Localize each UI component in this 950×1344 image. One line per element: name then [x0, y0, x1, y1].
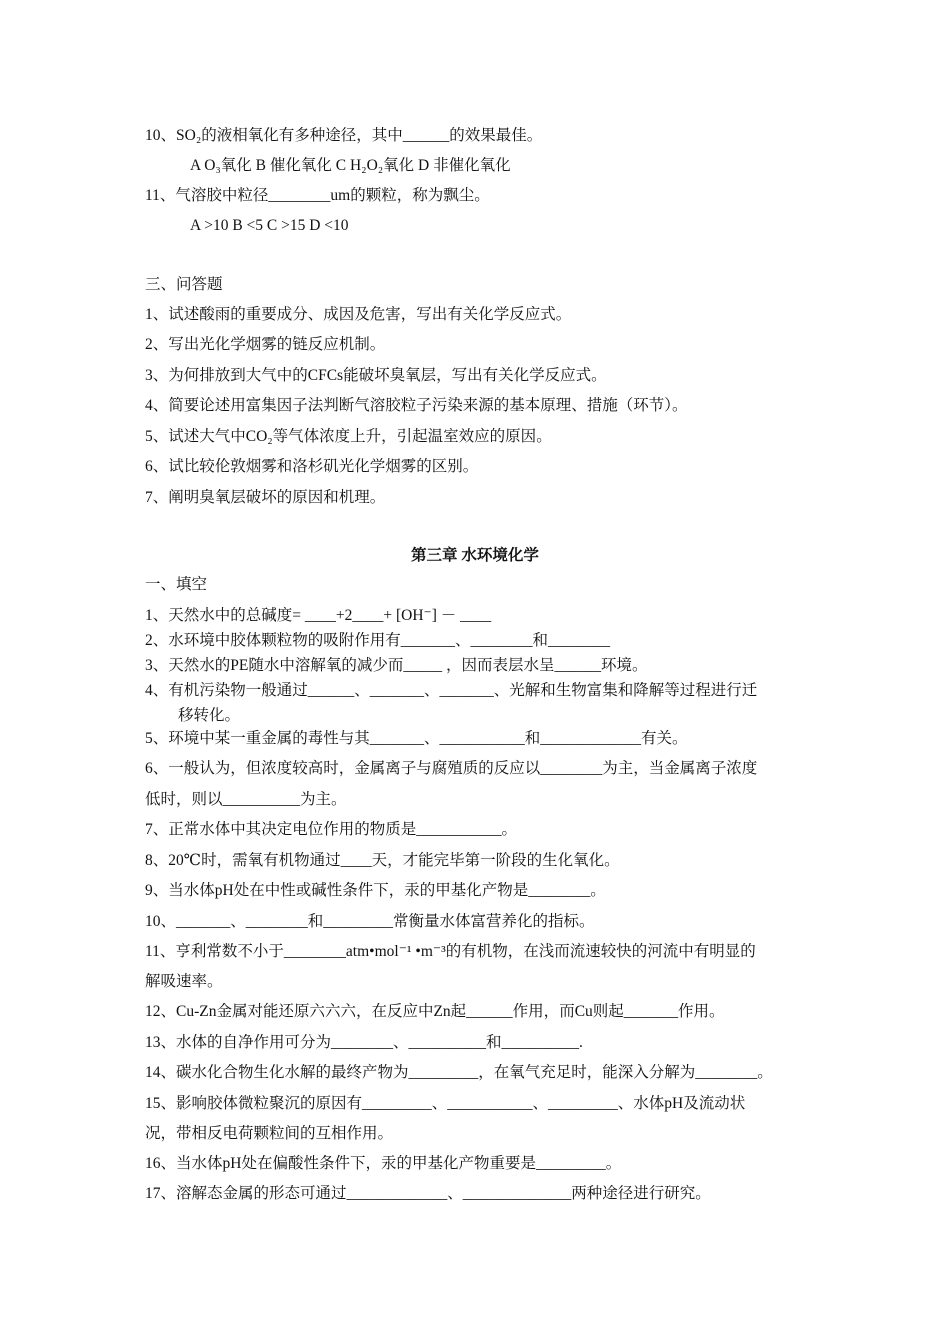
- qa-item-7: 7、阐明臭氧层破坏的原因和机理。: [145, 489, 386, 506]
- chapter-title: 第三章 水环境化学: [411, 547, 539, 564]
- fill-item-1: 1、天然水中的总碱度= ____+2____+ [OH⁻] － ____: [145, 607, 492, 624]
- qa-item-1: 1、试述酸雨的重要成分、成因及危害，写出有关化学反应式。: [145, 306, 572, 323]
- fill-item-4-cont: 移转化。: [178, 707, 241, 724]
- fill-item-12: 12、Cu-Zn金属对能还原六六六，在反应中Zn起______作用，而Cu则起_______作用。: [145, 1003, 725, 1020]
- fill-item-11-cont: 解吸速率。: [145, 973, 223, 990]
- qa-item-3: 3、为何排放到大气中的CFCs能破坏臭氧层，写出有关化学反应式。: [145, 367, 607, 384]
- fill-item-2: 2、水环境中胶体颗粒物的吸附作用有_______、________和________: [145, 632, 611, 649]
- fill-item-15-cont: 况，带相反电荷颗粒间的互相作用。: [145, 1125, 394, 1142]
- question-11-aerosol: 11、气溶胶中粒径________um的颗粒，称为飘尘。: [145, 187, 490, 204]
- fill-item-8: 8、20℃时，需氧有机物通过____天，才能完毕第一阶段的生化氧化。: [145, 852, 620, 869]
- question-10-so2: 10、SO₂的液相氧化有多种途径，其中______的效果最佳。: [145, 127, 543, 144]
- qa-item-6: 6、试比较伦敦烟雾和洛杉矶光化学烟雾的区别。: [145, 458, 479, 475]
- fill-item-14: 14、碳水化合物生化水解的最终产物为_________，在氧气充足时，能深入分解为________。: [145, 1064, 773, 1081]
- fill-item-17: 17、溶解态金属的形态可通过_____________、______________两种途径进行研究。: [145, 1185, 711, 1202]
- fill-item-10: 10、_______、________和_________常衡量水体富营养化的指标。: [145, 913, 595, 930]
- qa-item-2: 2、写出光化学烟雾的链反应机制。: [145, 336, 386, 353]
- question-10-options: A O₃氧化 B 催化氧化 C H₂O₂氧化 D 非催化氧化: [190, 157, 511, 174]
- question-11-options: A >10 B <5 C >15 D <10: [190, 217, 349, 234]
- qa-item-5: 5、试述大气中CO₂等气体浓度上升，引起温室效应的原因。: [145, 428, 552, 445]
- fill-item-11: 11、亨利常数不小于________atm•mol⁻¹ •m⁻³的有机物，在浅而流速较快的河流中有明显的: [145, 943, 756, 960]
- qa-item-4: 4、简要论述用富集因子法判断气溶胶粒子污染来源的基本原理、措施（环节）。: [145, 397, 688, 414]
- fill-item-4: 4、有机污染物一般通过______、_______、_______、光解和生物富集和降解等过程进行迁: [145, 682, 758, 699]
- fill-item-5: 5、环境中某一重金属的毒性与其_______、___________和_____________有关。: [145, 730, 688, 747]
- fill-item-7: 7、正常水体中其决定电位作用的物质是___________。: [145, 821, 518, 838]
- fill-item-13: 13、水体的自净作用可分为________、__________和__________.: [145, 1034, 583, 1051]
- fill-item-16: 16、当水体pH处在偏酸性条件下，汞的甲基化产物重要是_________。: [145, 1155, 622, 1172]
- section-heading-qa: 三、问答题: [145, 276, 223, 293]
- fill-item-6: 6、一般认为，但浓度较高时，金属离子与腐殖质的反应以________为主，当金属离子浓度: [145, 760, 758, 777]
- fill-item-6-cont: 低时，则以__________为主。: [145, 791, 347, 808]
- fill-item-15: 15、影响胶体微粒聚沉的原因有_________、___________、_________、水体pH及流动状: [145, 1095, 746, 1112]
- fill-item-3: 3、天然水的PE随水中溶解氧的减少而_____ ，因而表层水呈______环境。: [145, 657, 648, 674]
- fill-item-9: 9、当水体pH处在中性或碱性条件下，汞的甲基化产物是________。: [145, 882, 606, 899]
- section-heading-fill: 一、填空: [145, 576, 208, 593]
